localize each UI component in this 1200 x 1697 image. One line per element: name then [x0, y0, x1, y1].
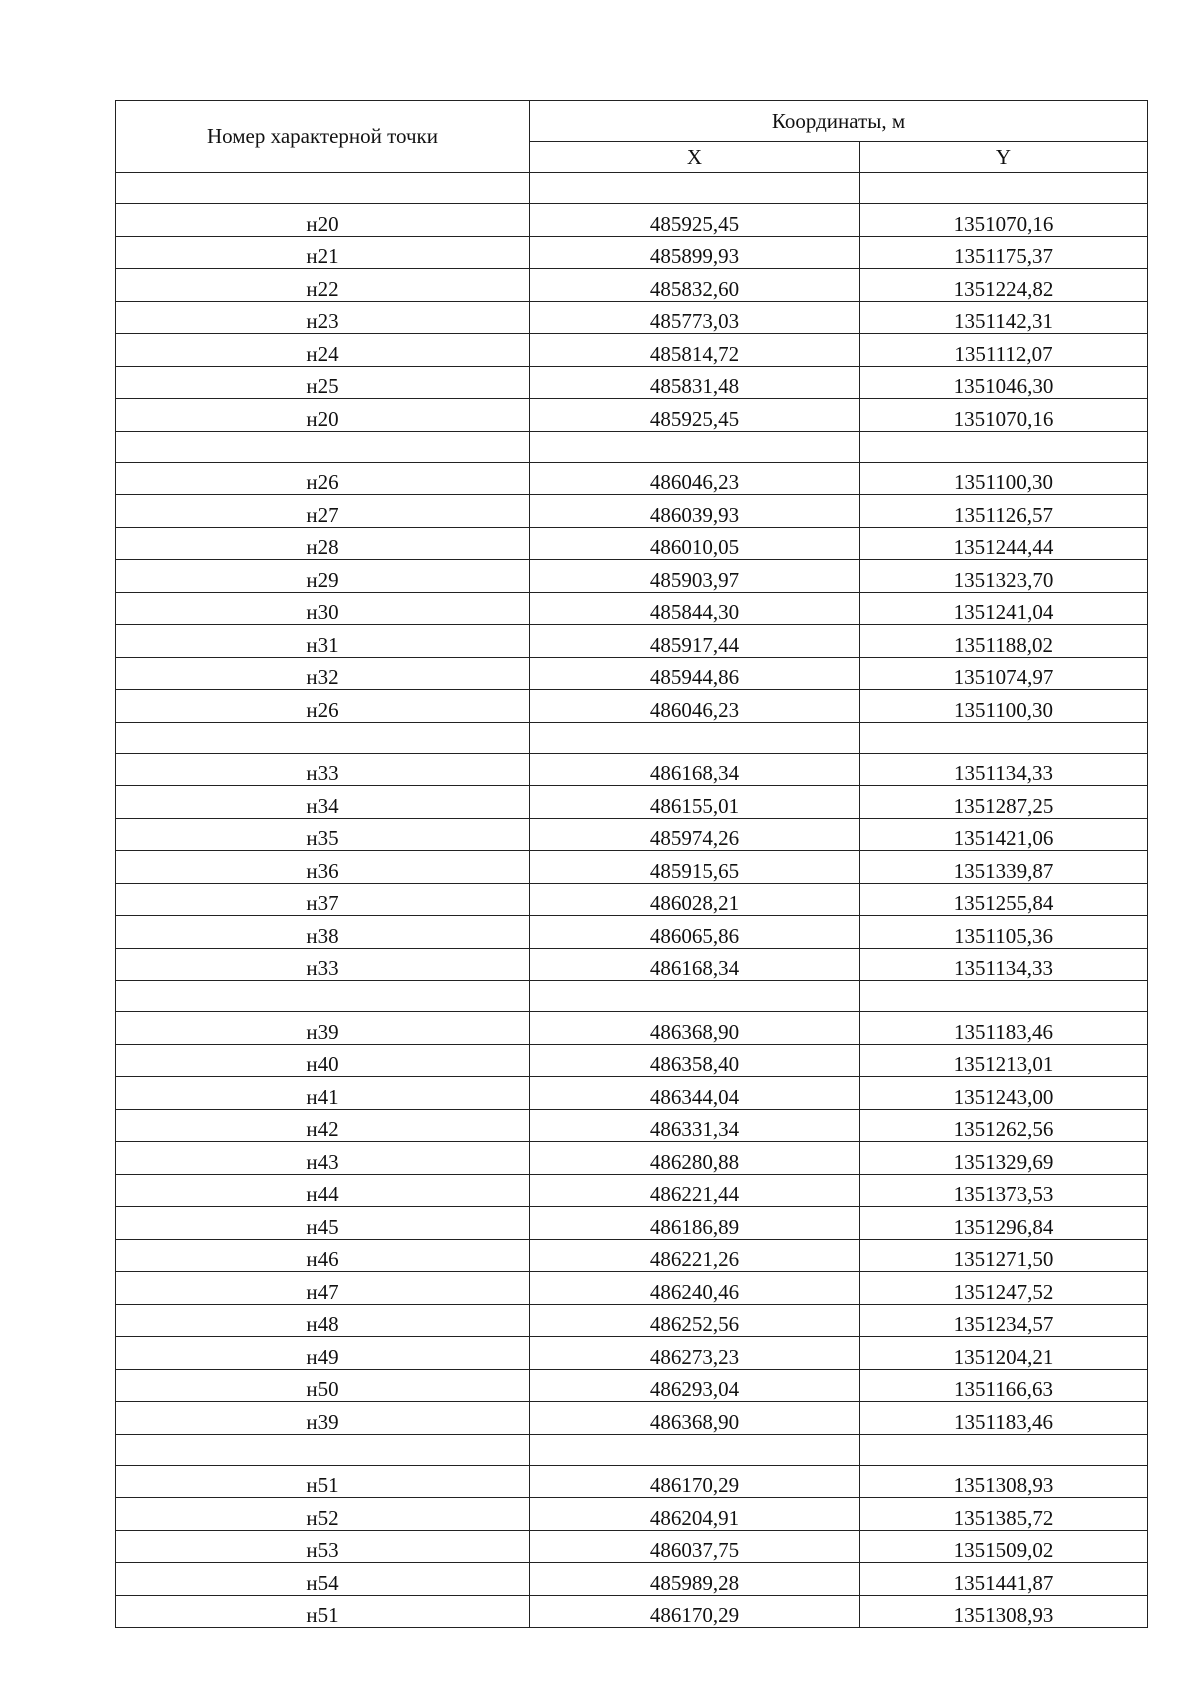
- y-coordinate-cell: 1351329,69: [860, 1142, 1148, 1175]
- x-coordinate-cell: 486046,23: [530, 690, 860, 723]
- table-row: [116, 1207, 1148, 1240]
- table-row: [116, 786, 1148, 819]
- point-number-cell: н23: [116, 301, 530, 334]
- point-number-cell: н53: [116, 1530, 530, 1563]
- table-row: [116, 495, 1148, 528]
- empty-cell: [860, 722, 1148, 753]
- y-coordinate-cell: 1351070,16: [860, 204, 1148, 237]
- x-coordinate-cell: 486358,40: [530, 1044, 860, 1077]
- point-number-cell: н51: [116, 1465, 530, 1498]
- point-number-cell: н48: [116, 1304, 530, 1337]
- x-coordinate-cell: 486240,46: [530, 1272, 860, 1305]
- empty-cell: [530, 431, 860, 462]
- empty-cell: [116, 431, 530, 462]
- point-number-cell: н35: [116, 818, 530, 851]
- x-coordinate-cell: 486252,56: [530, 1304, 860, 1337]
- empty-cell: [116, 1434, 530, 1465]
- x-coordinate-cell: 486368,90: [530, 1012, 860, 1045]
- x-coordinate-cell: 485925,45: [530, 204, 860, 237]
- table-row: [116, 1174, 1148, 1207]
- x-coordinate-cell: 486028,21: [530, 883, 860, 916]
- y-coordinate-cell: 1351046,30: [860, 366, 1148, 399]
- table-row: [116, 236, 1148, 269]
- section-separator-row: [116, 722, 1148, 753]
- x-coordinate-cell: 485899,93: [530, 236, 860, 269]
- y-coordinate-cell: 1351373,53: [860, 1174, 1148, 1207]
- table-row: [116, 625, 1148, 658]
- section-separator-row: [116, 981, 1148, 1012]
- point-number-cell: н33: [116, 753, 530, 786]
- y-coordinate-cell: 1351271,50: [860, 1239, 1148, 1272]
- y-coordinate-cell: 1351296,84: [860, 1207, 1148, 1240]
- x-coordinate-cell: 485944,86: [530, 657, 860, 690]
- empty-cell: [116, 981, 530, 1012]
- coordinates-header: Координаты, м: [530, 101, 1148, 142]
- table-row: [116, 753, 1148, 786]
- y-coordinate-cell: 1351262,56: [860, 1109, 1148, 1142]
- x-coordinate-cell: 486170,29: [530, 1465, 860, 1498]
- point-number-cell: н26: [116, 690, 530, 723]
- point-number-cell: н40: [116, 1044, 530, 1077]
- point-number-cell: н32: [116, 657, 530, 690]
- point-number-cell: н36: [116, 851, 530, 884]
- x-coordinate-cell: 485832,60: [530, 269, 860, 302]
- point-number-cell: н34: [116, 786, 530, 819]
- y-coordinate-cell: 1351339,87: [860, 851, 1148, 884]
- y-coordinate-cell: 1351509,02: [860, 1530, 1148, 1563]
- point-number-cell: н41: [116, 1077, 530, 1110]
- table-row: [116, 690, 1148, 723]
- point-number-cell: н22: [116, 269, 530, 302]
- point-number-cell: н26: [116, 462, 530, 495]
- x-coordinate-cell: 485917,44: [530, 625, 860, 658]
- point-number-cell: н30: [116, 592, 530, 625]
- x-coordinate-cell: 485814,72: [530, 334, 860, 367]
- empty-cell: [530, 173, 860, 204]
- table-row: [116, 301, 1148, 334]
- x-coordinate-cell: 486186,89: [530, 1207, 860, 1240]
- y-coordinate-cell: 1351323,70: [860, 560, 1148, 593]
- table-row: [116, 883, 1148, 916]
- point-number-cell: н21: [116, 236, 530, 269]
- x-coordinate-cell: 486037,75: [530, 1530, 860, 1563]
- y-coordinate-cell: 1351224,82: [860, 269, 1148, 302]
- x-coordinate-cell: 486204,91: [530, 1498, 860, 1531]
- table-row: [116, 1044, 1148, 1077]
- y-coordinate-cell: 1351308,93: [860, 1595, 1148, 1628]
- y-column-header: Y: [860, 142, 1148, 173]
- point-number-cell: н20: [116, 399, 530, 432]
- y-coordinate-cell: 1351070,16: [860, 399, 1148, 432]
- empty-cell: [530, 722, 860, 753]
- x-coordinate-cell: 486046,23: [530, 462, 860, 495]
- x-coordinate-cell: 486331,34: [530, 1109, 860, 1142]
- point-number-cell: н29: [116, 560, 530, 593]
- y-coordinate-cell: 1351105,36: [860, 916, 1148, 949]
- table-row: [116, 1498, 1148, 1531]
- empty-cell: [860, 431, 1148, 462]
- y-coordinate-cell: 1351074,97: [860, 657, 1148, 690]
- y-coordinate-cell: 1351112,07: [860, 334, 1148, 367]
- x-coordinate-cell: 486344,04: [530, 1077, 860, 1110]
- point-number-cell: н39: [116, 1012, 530, 1045]
- x-coordinate-cell: 486368,90: [530, 1402, 860, 1435]
- x-coordinate-cell: 485989,28: [530, 1563, 860, 1596]
- empty-cell: [860, 981, 1148, 1012]
- point-number-cell: н54: [116, 1563, 530, 1596]
- table-row: [116, 592, 1148, 625]
- x-coordinate-cell: 485925,45: [530, 399, 860, 432]
- point-number-cell: н50: [116, 1369, 530, 1402]
- y-coordinate-cell: 1351183,46: [860, 1012, 1148, 1045]
- y-coordinate-cell: 1351421,06: [860, 818, 1148, 851]
- y-coordinate-cell: 1351244,44: [860, 527, 1148, 560]
- point-number-cell: н43: [116, 1142, 530, 1175]
- x-coordinate-cell: 486039,93: [530, 495, 860, 528]
- point-number-cell: н37: [116, 883, 530, 916]
- y-coordinate-cell: 1351100,30: [860, 690, 1148, 723]
- point-number-cell: н28: [116, 527, 530, 560]
- x-coordinate-cell: 485903,97: [530, 560, 860, 593]
- empty-cell: [116, 173, 530, 204]
- point-number-cell: н38: [116, 916, 530, 949]
- x-coordinate-cell: 486280,88: [530, 1142, 860, 1175]
- y-coordinate-cell: 1351100,30: [860, 462, 1148, 495]
- table-row: [116, 1369, 1148, 1402]
- table-row: [116, 1272, 1148, 1305]
- point-number-cell: н49: [116, 1337, 530, 1370]
- y-coordinate-cell: 1351142,31: [860, 301, 1148, 334]
- table-row: [116, 1012, 1148, 1045]
- table-body: [116, 173, 1148, 1628]
- point-number-cell: н24: [116, 334, 530, 367]
- table-row: [116, 334, 1148, 367]
- table-row: [116, 1077, 1148, 1110]
- point-number-cell: н31: [116, 625, 530, 658]
- table-row: [116, 1337, 1148, 1370]
- y-coordinate-cell: 1351126,57: [860, 495, 1148, 528]
- y-coordinate-cell: 1351234,57: [860, 1304, 1148, 1337]
- table-row: [116, 1109, 1148, 1142]
- table-row: [116, 916, 1148, 949]
- x-coordinate-cell: 486168,34: [530, 948, 860, 981]
- x-coordinate-cell: 486010,05: [530, 527, 860, 560]
- x-coordinate-cell: 486065,86: [530, 916, 860, 949]
- y-coordinate-cell: 1351243,00: [860, 1077, 1148, 1110]
- x-coordinate-cell: 485831,48: [530, 366, 860, 399]
- table-row: [116, 657, 1148, 690]
- point-number-cell: н52: [116, 1498, 530, 1531]
- table-row: [116, 1239, 1148, 1272]
- table-row: [116, 818, 1148, 851]
- point-number-cell: н46: [116, 1239, 530, 1272]
- x-coordinate-cell: 486170,29: [530, 1595, 860, 1628]
- empty-cell: [860, 1434, 1148, 1465]
- point-number-cell: н39: [116, 1402, 530, 1435]
- table-row: [116, 269, 1148, 302]
- table-row: [116, 560, 1148, 593]
- x-column-header: X: [530, 142, 860, 173]
- point-number-cell: н42: [116, 1109, 530, 1142]
- y-coordinate-cell: 1351255,84: [860, 883, 1148, 916]
- section-separator-row: [116, 1434, 1148, 1465]
- x-coordinate-cell: 486221,44: [530, 1174, 860, 1207]
- x-coordinate-cell: 486155,01: [530, 786, 860, 819]
- x-coordinate-cell: 485974,26: [530, 818, 860, 851]
- table-row: [116, 1530, 1148, 1563]
- point-number-cell: н45: [116, 1207, 530, 1240]
- x-coordinate-cell: 486273,23: [530, 1337, 860, 1370]
- x-coordinate-cell: 485773,03: [530, 301, 860, 334]
- x-coordinate-cell: 486168,34: [530, 753, 860, 786]
- y-coordinate-cell: 1351204,21: [860, 1337, 1148, 1370]
- table-row: [116, 1563, 1148, 1596]
- empty-cell: [530, 981, 860, 1012]
- y-coordinate-cell: 1351241,04: [860, 592, 1148, 625]
- point-number-cell: н47: [116, 1272, 530, 1305]
- y-coordinate-cell: 1351287,25: [860, 786, 1148, 819]
- x-coordinate-cell: 485915,65: [530, 851, 860, 884]
- table-row: [116, 851, 1148, 884]
- point-number-cell: н44: [116, 1174, 530, 1207]
- point-number-cell: н33: [116, 948, 530, 981]
- table-row: [116, 399, 1148, 432]
- section-separator-row: [116, 173, 1148, 204]
- y-coordinate-cell: 1351183,46: [860, 1402, 1148, 1435]
- x-coordinate-cell: 486221,26: [530, 1239, 860, 1272]
- y-coordinate-cell: 1351166,63: [860, 1369, 1148, 1402]
- table-header: [116, 101, 1148, 173]
- y-coordinate-cell: 1351175,37: [860, 236, 1148, 269]
- table-row: [116, 1304, 1148, 1337]
- section-separator-row: [116, 431, 1148, 462]
- y-coordinate-cell: 1351441,87: [860, 1563, 1148, 1596]
- y-coordinate-cell: 1351247,52: [860, 1272, 1148, 1305]
- table-row: [116, 1465, 1148, 1498]
- table-row: [116, 1402, 1148, 1435]
- y-coordinate-cell: 1351308,93: [860, 1465, 1148, 1498]
- table-row: [116, 366, 1148, 399]
- point-number-cell: н27: [116, 495, 530, 528]
- y-coordinate-cell: 1351188,02: [860, 625, 1148, 658]
- empty-cell: [860, 173, 1148, 204]
- point-number-cell: н51: [116, 1595, 530, 1628]
- empty-cell: [116, 722, 530, 753]
- x-coordinate-cell: 485844,30: [530, 592, 860, 625]
- y-coordinate-cell: 1351134,33: [860, 948, 1148, 981]
- point-number-header: Номер характерной точки: [116, 101, 530, 173]
- y-coordinate-cell: 1351385,72: [860, 1498, 1148, 1531]
- table-row: [116, 204, 1148, 237]
- table-row: [116, 1595, 1148, 1628]
- y-coordinate-cell: 1351213,01: [860, 1044, 1148, 1077]
- y-coordinate-cell: 1351134,33: [860, 753, 1148, 786]
- empty-cell: [530, 1434, 860, 1465]
- table-row: [116, 527, 1148, 560]
- table-row: [116, 462, 1148, 495]
- table-row: [116, 948, 1148, 981]
- point-number-cell: н25: [116, 366, 530, 399]
- point-number-cell: н20: [116, 204, 530, 237]
- coordinates-table: [115, 100, 1148, 1628]
- x-coordinate-cell: 486293,04: [530, 1369, 860, 1402]
- table-row: [116, 1142, 1148, 1175]
